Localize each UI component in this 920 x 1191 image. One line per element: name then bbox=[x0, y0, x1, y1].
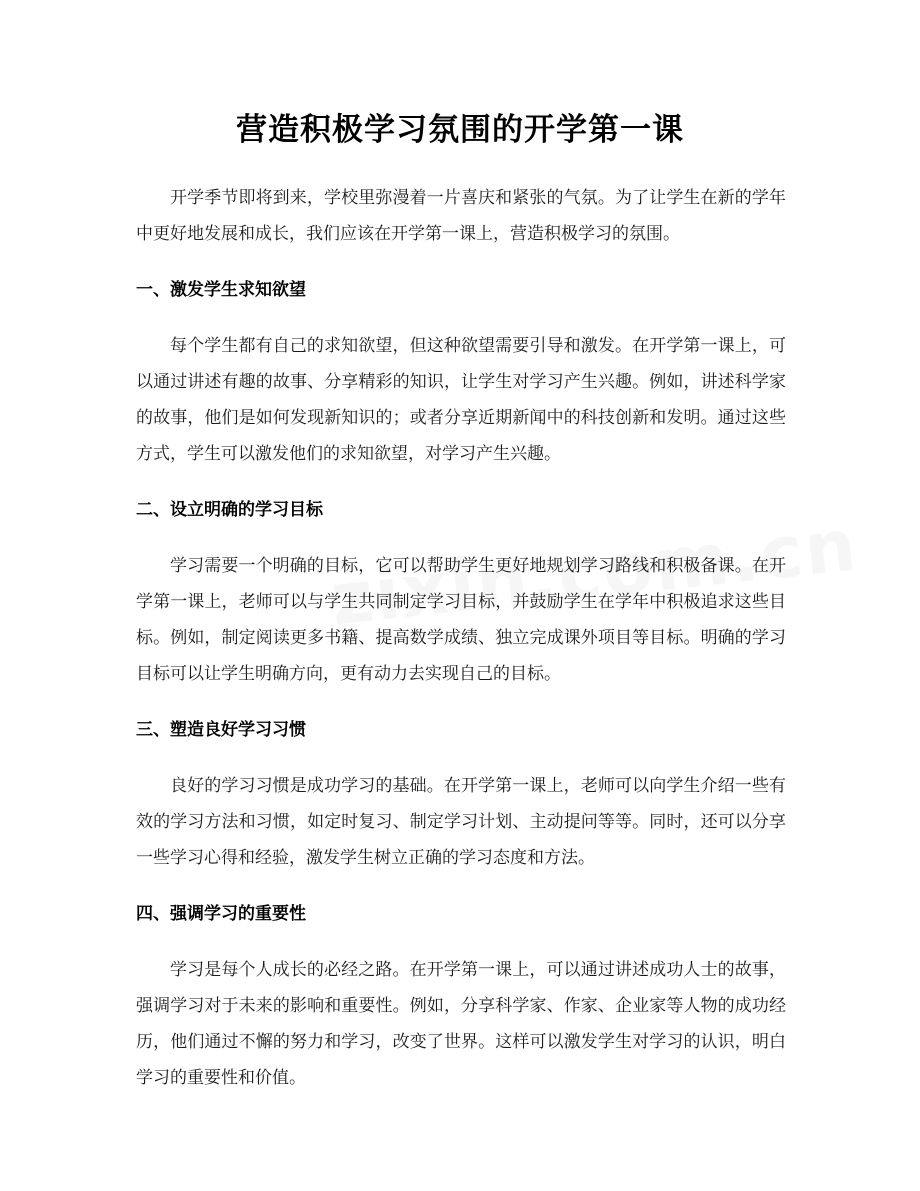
section-heading-3: 三、塑造良好学习习惯 bbox=[136, 720, 306, 740]
section-heading-4: 四、强调学习的重要性 bbox=[136, 904, 306, 924]
section-heading-2: 二、设立明确的学习目标 bbox=[136, 500, 323, 520]
section-paragraph-3: 良好的学习习惯是成功学习的基础。在开学第一课上，老师可以向学生介绍一些有效的学习方法和习惯，如定时复习、制定学习计划、主动提问等等。同时，还可以分享一些学习心得和经验，激发学生树立正确的学习态度和方法。 bbox=[136, 776, 786, 868]
section-paragraph-1: 每个学生都有自己的求知欲望，但这种欲望需要引导和激发。在开学第一课上，可以通过讲述有趣的故事、分享精彩的知识，让学生对学习产生兴趣。例如，讲述科学家的故事，他们是如何发现新知识的；或者分享近期新闻中的科技创新和发明。通过这些方式，学生可以激发他们的求知欲望，对学习产生兴趣。 bbox=[136, 336, 786, 464]
page-title: 营造积极学习氛围的开学第一课 bbox=[236, 112, 684, 148]
document-body bbox=[136, 180, 786, 1096]
section-heading-1: 一、激发学生求知欲望 bbox=[136, 280, 306, 300]
intro-paragraph: 开学季节即将到来，学校里弥漫着一片喜庆和紧张的气氛。为了让学生在新的学年中更好地发展和成长，我们应该在开学第一课上，营造积极学习的氛围。 bbox=[136, 188, 786, 244]
section-paragraph-2: 学习需要一个明确的目标，它可以帮助学生更好地规划学习路线和积极备课。在开学第一课上，老师可以与学生共同制定学习目标，并鼓励学生在学年中积极追求这些目标。例如，制定阅读更多书籍、提高数学成绩、独立完成课外项目等目标。明确的学习目标可以让学生明确方向，更有动力去实现自己的目标。 bbox=[136, 556, 786, 684]
section-paragraph-4: 学习是每个人成长的必经之路。在开学第一课上，可以通过讲述成功人士的故事，强调学习对于未来的影响和重要性。例如，分享科学家、作家、企业家等人物的成功经历，他们通过不懈的努力和学习，改变了世界。这样可以激发学生对学习的认识，明白学习的重要性和价值。 bbox=[136, 960, 786, 1088]
